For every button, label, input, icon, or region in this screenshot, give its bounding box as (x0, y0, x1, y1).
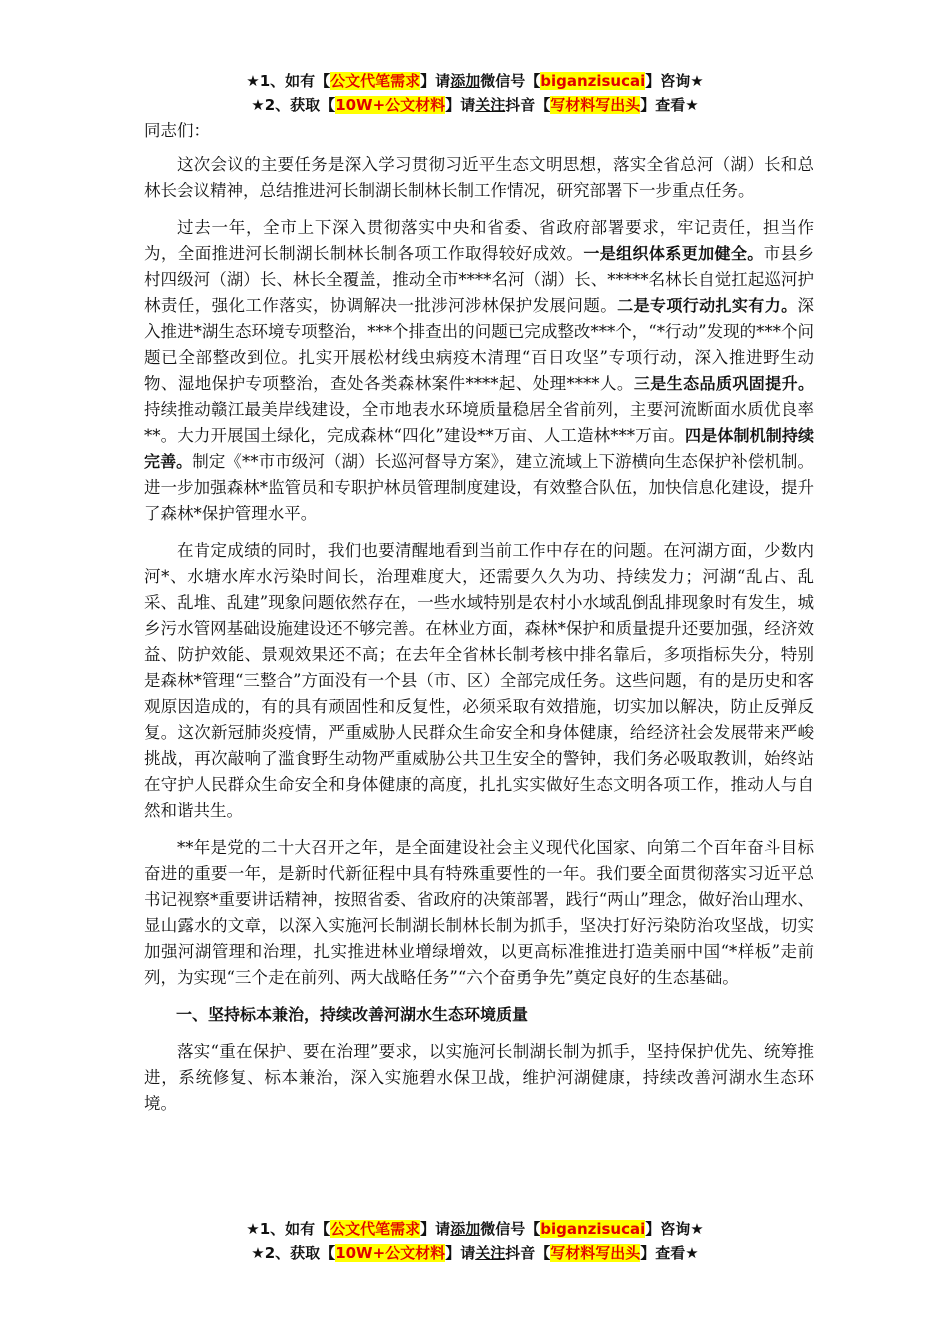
banner-text: ★1、如有【 (246, 1220, 331, 1238)
banner-text: ★1、如有【 (246, 72, 331, 90)
paragraph-text: 持续推动赣江最美岸线建设，全市地表水环境质量稳居全省前列，主要河流断面水质优良率**。大力开展国土绿化，完成森林“四化”建设**万亩、人工造林***万亩。 (144, 400, 814, 445)
promo-banner-bottom-1 (0, 1218, 950, 1240)
paragraph-problems: 在肯定成绩的同时，我们也要清醒地看到当前工作中存在的问题。在河湖方面，少数内河*、水塘水库水污染时间长，治理难度大，还需要久久为功、持续发力；河湖“乱占、乱采、乱堆、乱建”现象问题依然存在，一些水域特别是农村小水域乱倒乱排现象时有发生，城乡污水管网基础设施建设还不够完善。在林业方面，森林*保护和质量提升还要加强，经济效益、防护效能、景观效果还不高；在去年全省林长制考核中排名靠后，多项指标失分，特别是森林*管理“三整合”方面没有一个县（市、区）全部完成任务。这些问题，有的是历史和客观原因造成的，有的具有顽固性和反复性，必须采取有效措施，切实加以解决，防止反弹反复。这次新冠肺炎疫情，严重威胁人民群众生命安全和身体健康，给经济社会发展带来严峻挑战，再次敲响了滥食野生动物严重威胁公共卫生安全的警钟，我们务必吸取教训，始终站在守护人民群众生命安全和身体健康的高度，扎扎实实做好生态文明各项工作，推动人与自然和谐共生。 (144, 541, 814, 820)
banner-highlight: biganzisucai (540, 72, 646, 90)
bold-point-1: 一是组织体系更加健全。 (583, 244, 764, 263)
paragraph-text: 市县乡村四级河（湖）长、林长全覆盖，推动全市****名河（湖）长、*****名林长自觉扛起巡河护林责任，强化工作落实，协调解决一批涉河涉林保护发展问题。 (144, 244, 814, 315)
banner-text: 】请 (445, 1244, 476, 1262)
bold-point-2: 二是专项行动扎实有力。 (617, 296, 798, 315)
paragraph-section-1: 落实“重在保护、要在治理”要求，以实施河长制湖长制为抓手，坚持保护优先、统筹推进，系统修复、标本兼治，深入实施碧水保卫战，维护河湖健康，持续改善河湖水生态环境。 (144, 1042, 814, 1113)
banner-highlight: biganzisucai (540, 1220, 646, 1238)
banner-underlined: 添加 (450, 1220, 481, 1238)
bold-point-4: 四是体制机制持续完善。 (144, 426, 814, 471)
banner-text: 】请 (420, 1220, 451, 1238)
banner-underlined: 添加 (450, 72, 481, 90)
paragraph-intro: 这次会议的主要任务是深入学习贯彻习近平生态文明思想，落实全省总河（湖）长和总林长会议精神，总结推进河长制湖长制林长制工作情况，研究部署下一步重点任务。 (144, 155, 814, 200)
promo-banner-top-1 (0, 70, 950, 92)
banner-text: 微信号【 (480, 1220, 541, 1238)
banner-text: 抖音【 (505, 96, 551, 114)
bold-point-3: 三是生态品质巩固提升。 (633, 374, 814, 393)
promo-banner-bottom-2 (0, 1242, 950, 1264)
promo-banner-top-2 (0, 94, 950, 116)
banner-highlight: 10W+公文材料 (335, 1244, 446, 1262)
banner-highlight: 写材料写出头 (550, 96, 641, 114)
section-heading: 一、坚持标本兼治，持续改善河湖水生态环境质量 (176, 1005, 529, 1024)
paragraph-goals: **年是党的二十大召开之年，是全面建设社会主义现代化国家、向第二个百年奋斗目标奋进的重要一年，是新时代新征程中具有特殊重要性的一年。我们要全面贯彻落实习近平总书记视察*重要讲话精神，按照省委、省政府的决策部署，践行“两山”理念，做好治山理水、显山露水的文章，以深入实施河长制湖长制林长制为抓手，坚决打好污染防治攻坚战，切实加强河湖管理和治理，扎实推进林业增绿增效，以更高标准推进打造美丽中国“*样板”走前列，为实现“三个走在前列、两大战略任务”“六个奋勇争先”奠定良好的生态基础。 (144, 838, 814, 987)
banner-text: 】请 (445, 96, 476, 114)
banner-text: 微信号【 (480, 72, 541, 90)
banner-highlight: 公文代笔需求 (330, 72, 421, 90)
banner-highlight: 写材料写出头 (550, 1244, 641, 1262)
banner-highlight: 公文代笔需求 (330, 1220, 421, 1238)
paragraph-text: 深入推进*湖生态环境专项整治，***个排查出的问题已完成整改***个，“*行动”发现的***个问题已全部整改到位。扎实开展松材线虫病疫木清理“百日攻坚”专项行动，深入推进野生动物、湿地保护专项整治，查处各类森林案件****起、处理****人。 (144, 296, 814, 393)
banner-text: 】请 (420, 72, 451, 90)
banner-text: 】咨询★ (645, 1220, 704, 1238)
paragraph-text: 制定《**市市级河（湖）长巡河督导方案》，建立流域上下游横向生态保护补偿机制。进一步加强森林*监管员和专职护林员管理制度建设，有效整合队伍，加快信息化建设，提升了森林*保护管理水平。 (144, 452, 814, 523)
banner-text: ★2、获取【 (251, 1244, 336, 1262)
greeting: 同志们： (144, 121, 210, 140)
banner-underlined: 关注 (475, 1244, 506, 1262)
banner-text: 】查看★ (640, 96, 699, 114)
paragraph-text: 过去一年，全市上下深入贯彻落实中央和省委、省政府部署要求，牢记责任，担当作为，全面推进河长制湖长制林长制各项工作取得较好成效。 (144, 218, 814, 263)
banner-text: 】查看★ (640, 1244, 699, 1262)
document-body (144, 118, 814, 1128)
banner-text: 抖音【 (505, 1244, 551, 1262)
paragraph-achievements (144, 215, 814, 527)
banner-underlined: 关注 (475, 96, 506, 114)
banner-text: 】咨询★ (645, 72, 704, 90)
banner-highlight: 10W+公文材料 (335, 96, 446, 114)
banner-text: ★2、获取【 (251, 96, 336, 114)
